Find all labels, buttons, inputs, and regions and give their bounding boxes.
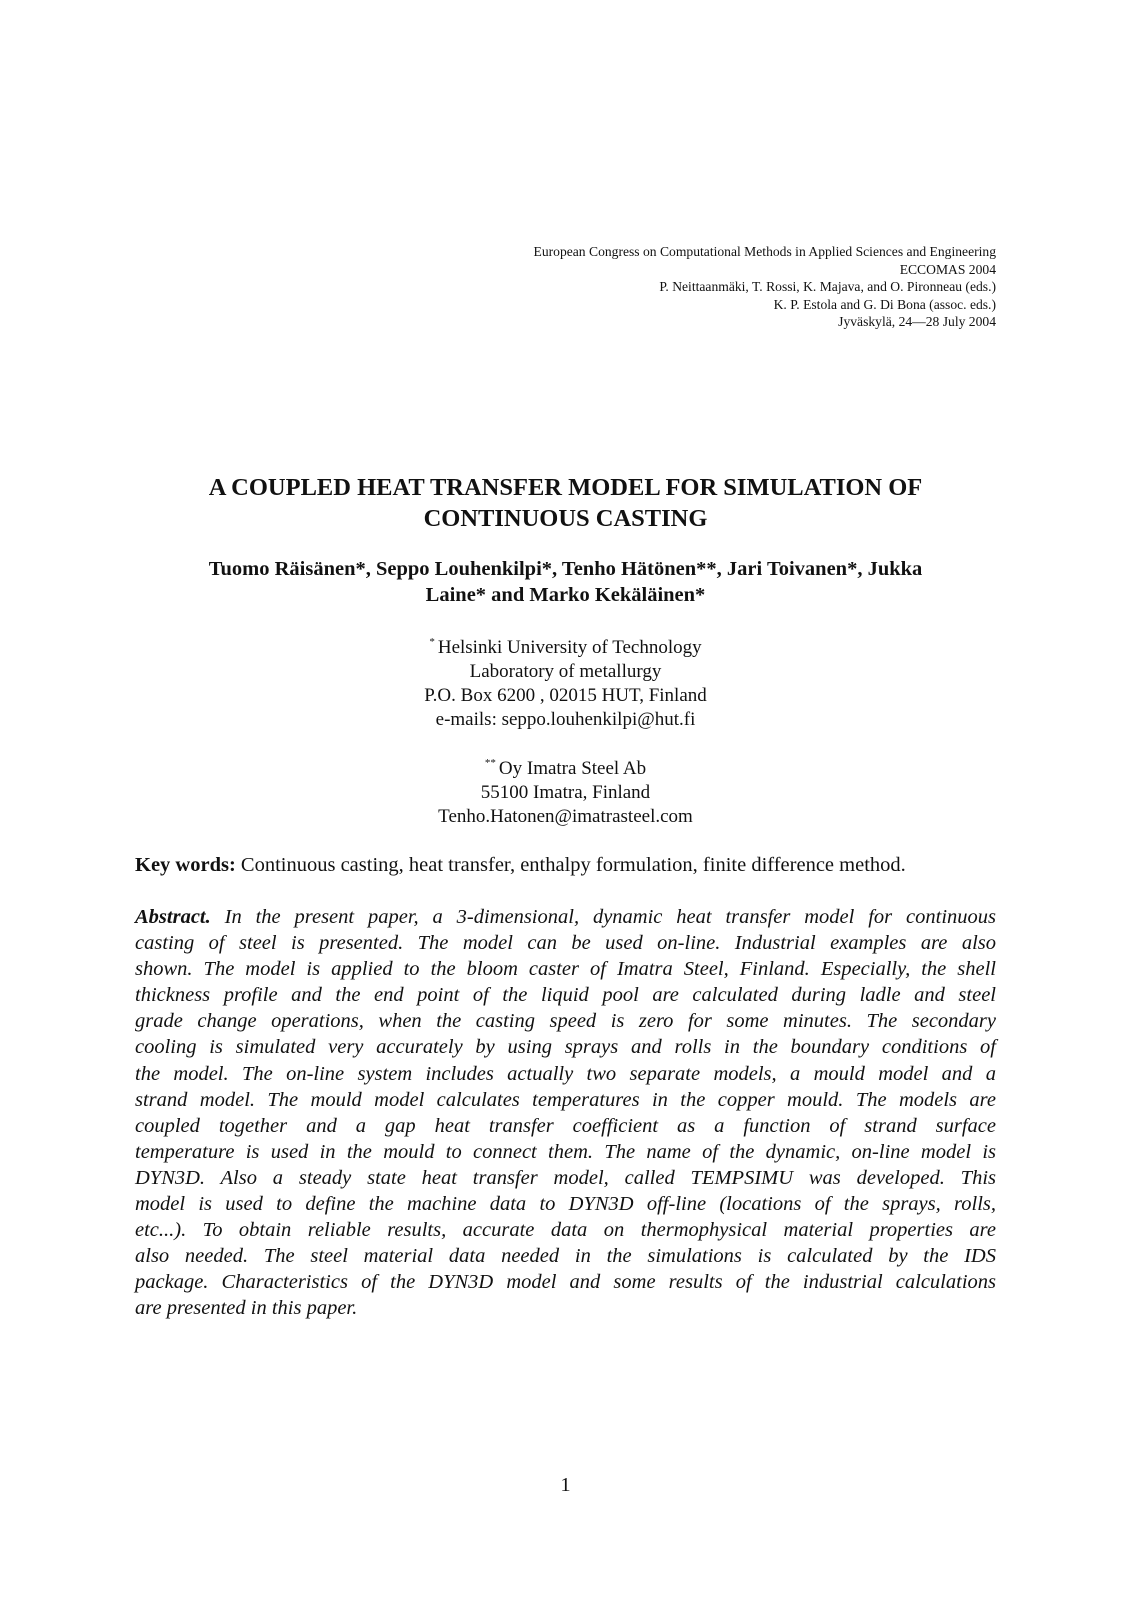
affiliation-email: e-mails: seppo.louhenkilpi@hut.fi [435,709,696,730]
affiliation-company: Oy Imatra Steel Ab [498,758,647,779]
paper-title-line-2: CONTINUOUS CASTING [423,505,708,532]
affiliation-address: P.O. Box 6200 , 02015 HUT, Finland [424,685,707,706]
conference-header [436,243,996,331]
abstract-line: cooling is simulated very accurately by using sprays and rolls in the boundary conditions of [135,1036,996,1059]
page-number: 1 [560,1474,571,1496]
affiliation-address: 55100 Imatra, Finland [480,782,651,803]
author-list [135,557,996,608]
abstract-line: strand model. The mould model calculates temperatures in the copper mould. The models are [135,1088,996,1111]
affiliation-imatra [135,757,996,829]
affiliation-marker: * [429,636,435,648]
keywords-text: Continuous casting, heat transfer, enthalpy formulation, finite difference method. [235,854,906,876]
abstract-line: also needed. The steel material data needed in the simulations is calculated by the IDS [135,1245,996,1268]
abstract-line: DYN3D. Also a steady state heat transfer model, called TEMPSIMU was developed. This [135,1166,996,1189]
abstract-line [135,904,996,930]
paper-title-line-1: A COUPLED HEAT TRANSFER MODEL FOR SIMULATION OF [208,474,923,501]
abstract [135,904,996,1322]
affiliation-institution: Helsinki University of Technology [437,637,702,658]
conference-acronym: ECCOMAS 2004 [899,261,996,277]
abstract-line: the model. The on-line system includes actually two separate models, a mould model and a [135,1062,996,1085]
keywords-label: Key words: [135,854,236,876]
abstract-line: temperature is used in the mould to connect them. The name of the dynamic, on-line model is [135,1140,996,1163]
abstract-label: Abstract. [135,906,211,928]
affiliation-helsinki [135,636,996,732]
affiliation-institution-line [135,636,996,660]
author-line-1: Tuomo Räisänen*, Seppo Louhenkilpi*, Tenho Hätönen**, Jari Toivanen*, Jukka [208,558,923,580]
affiliation-email: Tenho.Hatonen@imatrasteel.com [438,806,693,827]
abstract-line: coupled together and a gap heat transfer coefficient as a function of strand surface [135,1114,996,1137]
abstract-line: model is used to define the machine data to DYN3D off-line (locations of the sprays, rolls, [135,1193,996,1216]
affiliation-department: Laboratory of metallurgy [469,661,662,682]
abstract-line-text: In the present paper, a 3-dimensional, dynamic heat transfer model for continuous [210,906,996,928]
paper-title [135,472,996,534]
author-line-2: Laine* and Marko Kekäläinen* [425,583,706,606]
abstract-line: etc...). To obtain reliable results, accurate data on thermophysical material properties are [135,1219,996,1242]
abstract-line: thickness profile and the end point of the liquid pool are calculated during ladle and steel [135,984,996,1007]
abstract-line: package. Characteristics of the DYN3D model and some results of the industrial calculations [135,1271,996,1294]
conference-location-date: Jyväskylä, 24—28 July 2004 [838,314,996,329]
affiliation-marker: ** [484,757,496,769]
conference-associate-editors: K. P. Estola and G. Di Bona (assoc. eds.) [773,296,996,312]
keywords [135,852,1005,878]
abstract-line: shown. The model is applied to the bloom caster of Imatra Steel, Finland. Especially, the shell [135,958,996,981]
abstract-line: are presented in this paper. [135,1297,358,1320]
abstract-line: grade change operations, when the casting speed is zero for some minutes. The secondary [135,1010,996,1033]
conference-name: European Congress on Computational Methods in Applied Sciences and Engineering [533,244,996,259]
abstract-line: casting of steel is presented. The model can be used on-line. Industrial examples are also [135,932,996,955]
affiliation-company-line [135,757,996,781]
conference-editors: P. Neittaanmäki, T. Rossi, K. Majava, and O. Pironneau (eds.) [659,279,996,294]
